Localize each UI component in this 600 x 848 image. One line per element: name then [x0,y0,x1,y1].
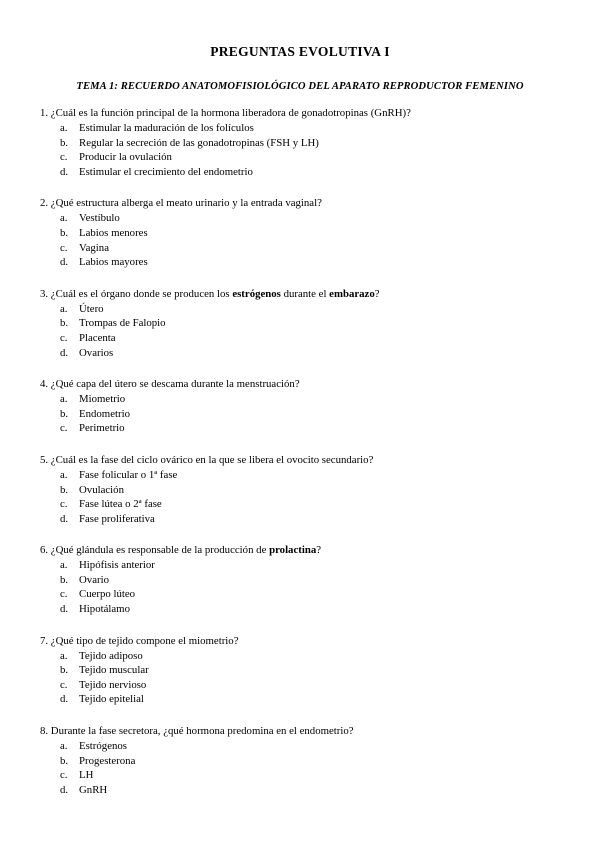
option-letter: d. [60,783,69,796]
option-letter: a. [60,212,68,225]
answer-option [40,302,560,317]
question-text-part: ¿Cuál es el órgano donde se producen los [50,287,233,300]
question-text-part: Durante la fase secretora, ¿qué hormona predomina en el endometrio? [50,725,354,738]
question-number: 6. [40,544,51,557]
option-letter: a. [60,740,68,753]
answer-option [40,602,560,617]
option-letter: b. [60,483,69,496]
option-letter: c. [60,151,68,164]
option-text: Hipotálamo [79,603,130,616]
option-letter: c. [60,769,68,782]
option-text: Estrógenos [79,740,127,753]
option-letter: c. [60,241,68,254]
answer-options [40,392,560,436]
answer-option [40,468,560,483]
answer-option [40,241,560,256]
emphasis-term: prolactina [269,544,317,557]
question-list [40,106,560,797]
option-letter: a. [60,393,68,406]
answer-options [40,468,560,526]
option-letter: b. [60,317,69,330]
option-letter: c. [60,588,68,601]
option-text: Ovulación [79,483,124,496]
question-4 [40,377,560,436]
question-text-part: ¿Qué capa del útero se descama durante la menstruación? [50,378,300,391]
question-1 [40,106,560,179]
question-text-part: durante el [280,287,330,300]
option-text: Vagina [79,241,109,254]
option-text: Tejido adiposo [79,649,143,662]
answer-options [40,121,560,179]
answer-option [40,211,560,226]
question-text [40,724,560,739]
option-text: Progesterona [79,754,136,767]
answer-option [40,754,560,769]
answer-options [40,302,560,360]
answer-options [40,739,560,797]
answer-option [40,121,560,136]
question-text-part: ¿Qué tipo de tejido compone el miometrio? [50,634,239,647]
option-letter: b. [60,226,69,239]
question-2 [40,196,560,269]
question-number: 3. [40,287,51,300]
question-8 [40,724,560,797]
question-number: 1. [40,107,51,119]
question-text [40,106,560,121]
question-text-part: ¿Qué estructura alberga el meato urinario y la entrada vaginal? [50,197,322,210]
option-text: Vestíbulo [79,212,120,225]
option-letter: d. [60,693,69,706]
answer-option [40,407,560,422]
question-number: 7. [40,634,51,647]
answer-option [40,739,560,754]
option-text: Trompas de Falopio [79,317,166,330]
option-letter: a. [60,649,68,662]
option-letter: b. [60,664,69,677]
answer-options [40,649,560,707]
option-text: Cuerpo lúteo [79,588,136,601]
answer-options [40,211,560,269]
emphasis-term: estrógenos [232,287,281,300]
option-letter: c. [60,678,68,691]
answer-option [40,783,560,798]
option-letter: a. [60,302,68,315]
option-text: Estimular el crecimiento del endometrio [79,165,253,178]
option-letter: c. [60,331,68,344]
option-text: Ovario [79,573,109,586]
answer-option [40,150,560,165]
question-7 [40,634,560,707]
question-5 [40,453,560,526]
option-text: Estimular la maduración de los folículos [79,122,254,134]
option-letter: b. [60,136,69,149]
option-text: Regular la secreción de las gonadotropinas (FSH y LH) [79,136,319,149]
answer-option [40,587,560,602]
topic-subtitle: TEMA 1: RECUERDO ANATOMOFISIOLÓGICO DEL APARATO REPRODUCTOR FEMENINO [76,81,524,92]
question-text [40,287,560,302]
option-letter: a. [60,122,68,134]
option-text: Fase folicular o 1ª fase [79,468,178,481]
answer-option [40,165,560,180]
answer-option [40,678,560,693]
question-text [40,634,560,649]
answer-option [40,226,560,241]
option-text: Labios menores [79,226,148,239]
answer-options [40,558,560,616]
answer-option [40,392,560,407]
answer-option [40,497,560,512]
option-text: Hipófisis anterior [79,559,155,572]
question-text-part: ¿Cuál es la función principal de la hormona liberadora de gonadotropinas (GnRH)? [50,107,411,119]
question-6 [40,543,560,616]
option-letter: d. [60,512,69,525]
question-text-part: ¿Cuál es la fase del ciclo ovárico en la que se libera el ovocito secundario? [50,453,374,466]
option-letter: a. [60,559,68,572]
option-letter: b. [60,754,69,767]
answer-option [40,255,560,270]
answer-option [40,573,560,588]
option-text: Endometrio [79,407,130,420]
answer-option [40,649,560,664]
answer-option [40,663,560,678]
option-text: Tejido nervioso [79,678,147,691]
option-text: Tejido muscular [79,664,149,677]
answer-option [40,692,560,707]
question-number: 5. [40,453,51,466]
answer-option [40,512,560,527]
option-letter: a. [60,468,68,481]
answer-option [40,483,560,498]
option-text: Placenta [79,331,116,344]
option-text: GnRH [79,783,108,796]
option-text: Tejido epitelial [79,693,144,706]
question-text [40,453,560,468]
question-number: 4. [40,378,51,391]
option-text: Ovarios [79,346,114,359]
option-text: Fase proliferativa [79,512,155,525]
question-text [40,543,560,558]
option-letter: b. [60,573,69,586]
question-text [40,196,560,211]
option-letter: d. [60,603,69,616]
answer-option [40,421,560,436]
question-number: 2. [40,197,51,210]
option-text: Útero [79,302,104,315]
option-text: Miometrio [79,393,126,406]
option-letter: c. [60,422,68,435]
answer-option [40,316,560,331]
answer-option [40,136,560,151]
answer-option [40,346,560,361]
question-text-part: ? [316,544,322,557]
option-text: Perimetrio [79,422,125,435]
option-letter: b. [60,407,69,420]
emphasis-term: embarazo [329,287,375,300]
question-number: 8. [40,725,51,738]
answer-option [40,768,560,783]
page-title: PREGUNTAS EVOLUTIVA I [210,44,390,59]
option-letter: d. [60,165,69,178]
answer-option [40,331,560,346]
question-3 [40,287,560,360]
answer-option [40,558,560,573]
option-text: Fase lútea o 2ª fase [79,498,162,511]
option-letter: d. [60,346,69,359]
option-letter: c. [60,498,68,511]
question-text-part: ? [374,287,380,300]
option-text: Producir la ovulación [79,151,172,164]
option-text: LH [79,769,94,782]
option-letter: d. [60,256,69,269]
question-text [40,377,560,392]
question-text-part: ¿Qué glándula es responsable de la producción de [50,544,270,557]
option-text: Labios mayores [79,256,148,269]
